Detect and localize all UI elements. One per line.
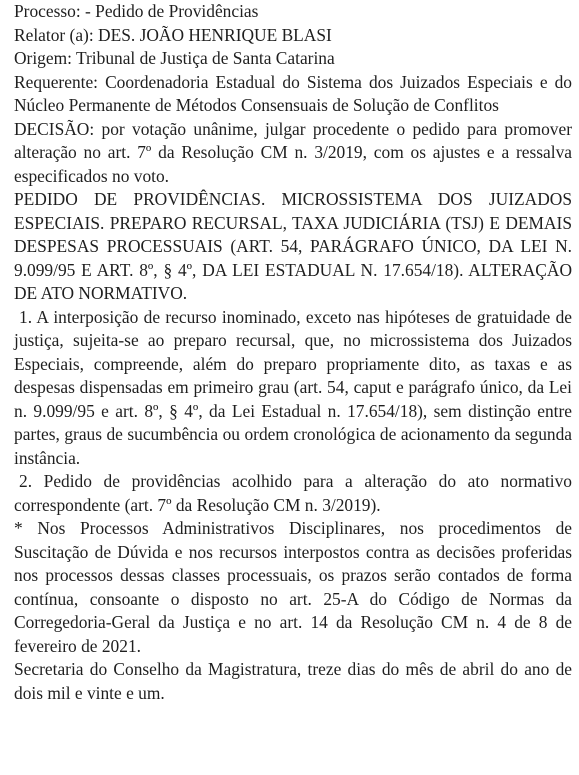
decisao-paragraph: DECISÃO: por votação unânime, julgar procedente o pedido para promover alteração no art. 7º da Resolução CM n. 3/2019, com os ajustes e a ressalva especificados no voto. — [14, 118, 572, 186]
ementa-paragraph: PEDIDO DE PROVIDÊNCIAS. MICROSSISTEMA DOS JUIZADOS ESPECIAIS. PREPARO RECURSAL, TAXA JUDICIÁRIA (TSJ) E DEMAIS DESPESAS PROCESSUAIS (ART. 54, PARÁGRAFO ÚNICO, DA LEI N. 9.099/95 E ART. 8º, § 4º, DA LEI ESTADUAL N. 17.654/18). ALTERAÇÃO DE ATO NORMATIVO. — [14, 189, 572, 303]
requerente-paragraph: Requerente: Coordenadoria Estadual do Sistema dos Juizados Especiais e do Núcleo Permanente de Métodos Consensuais de Solução de Conflitos — [14, 71, 572, 115]
item-2-paragraph: 2. Pedido de providências acolhido para a alteração do ato normativo correspondente (art. 7º da Resolução CM n. 3/2019). — [14, 471, 572, 515]
nota-paragraph: * Nos Processos Administrativos Disciplinares, nos procedimentos de Suscitação de Dúvida e nos recursos interpostos contra as decisões proferidas nos processos dessas classes processuais, os prazos serão contados de forma contínua, consoante o disposto no art. 25-A do Código de Normas da Corregedoria-Geral da Justiça e no art. 14 da Resolução CM n. 4 de 8 de fevereiro de 2021. — [14, 518, 572, 656]
secretaria-paragraph: Secretaria do Conselho da Magistratura, treze dias do mês de abril do ano de dois mil e vinte e um. — [14, 659, 572, 703]
relator-line: Relator (a): DES. JOÃO HENRIQUE BLASI — [14, 24, 332, 45]
processo-line: Processo: - Pedido de Providências — [14, 1, 259, 21]
item-1-paragraph: 1. A interposição de recurso inominado, exceto nas hipóteses de gratuidade de justiça, sujeita-se ao preparo recursal, que, no microssistema dos Juizados Especiais, compreende, além do preparo propriamente dito, as taxas e as despesas dispensadas em primeiro grau (art. 54, caput e parágrafo único, da Lei n. 9.099/95 e art. 8º, § 4º, da Lei Estadual n. 17.654/18), sem distinção entre partes, graus de sucumbência ou ordem cronológica de acionamento da segunda instância. — [14, 306, 572, 468]
origem-line: Origem: Tribunal de Justiça de Santa Catarina — [14, 48, 335, 68]
